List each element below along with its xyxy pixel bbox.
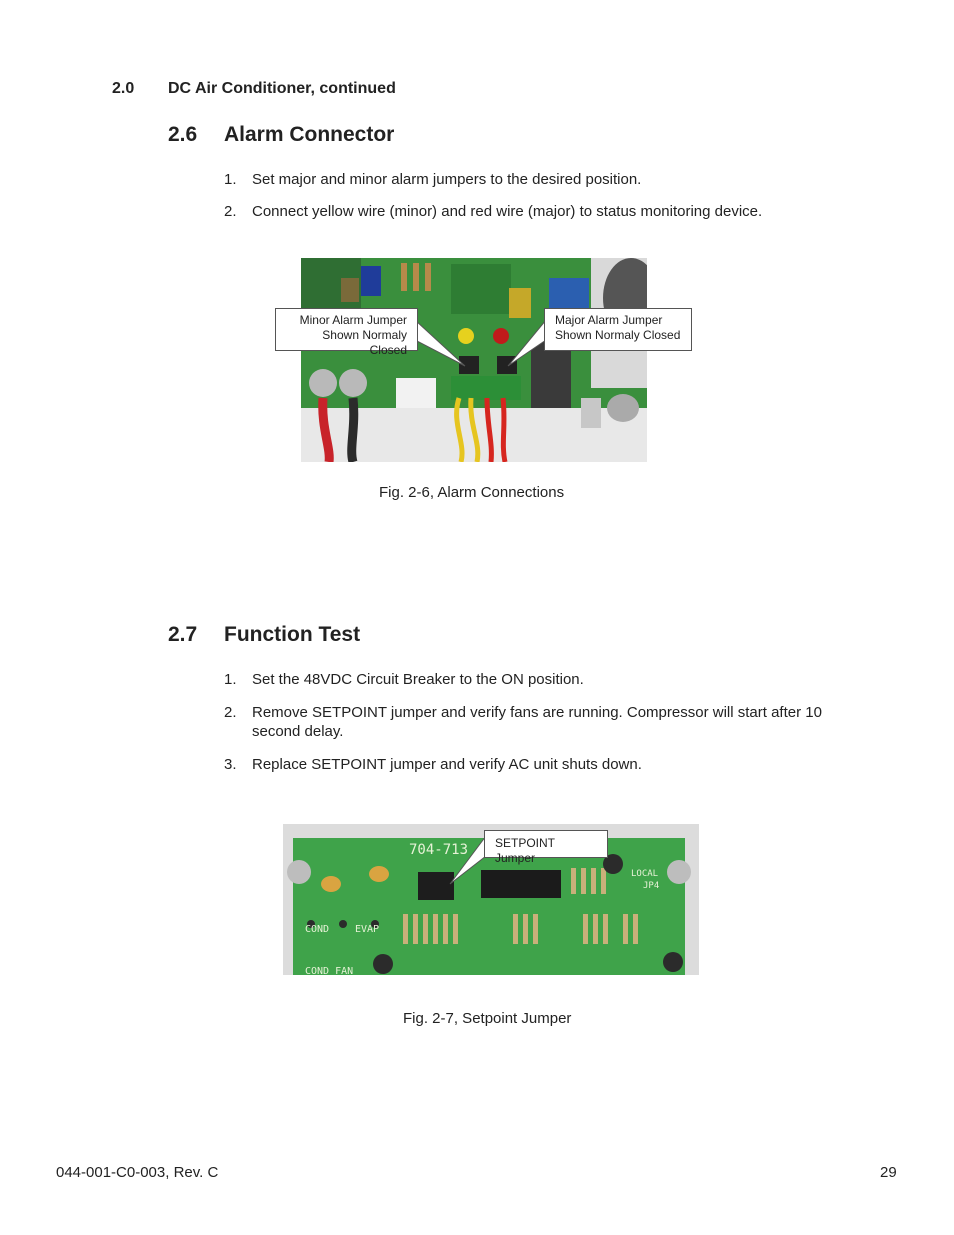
step-item [224, 202, 864, 221]
callout-line: Major Alarm Jumper [555, 313, 663, 327]
callout-line: SETPOINT Jumper [495, 836, 555, 865]
board-label: COND FAN [305, 966, 354, 975]
callout-line: Shown Normaly Closed [555, 328, 681, 342]
step-item [224, 670, 864, 689]
step-number: 2. [224, 704, 237, 721]
board-label: COND [305, 924, 330, 935]
step-number: 1. [224, 171, 237, 188]
step-text: Replace SETPOINT jumper and verify AC unit shuts down. [252, 756, 642, 773]
running-header [112, 80, 396, 98]
running-header-title: DC Air Conditioner, continued [168, 80, 396, 97]
setpoint-jumper-callout [484, 830, 608, 865]
section-number: 2.6 [168, 123, 198, 146]
running-header-number: 2.0 [112, 80, 135, 97]
section-number: 2.7 [168, 623, 198, 646]
section-title: Function Test [224, 623, 361, 646]
board-label: 704-713 [409, 842, 469, 858]
step-text: Set major and minor alarm jumpers to the desired position. [252, 171, 642, 188]
step-item [224, 170, 864, 189]
figure-caption: Fig. 2-6, Alarm Connections [379, 484, 565, 501]
figure-caption: Fig. 2-7, Setpoint Jumper [403, 1010, 572, 1027]
page-number: 29 [880, 1164, 897, 1181]
board-label: EVAP [355, 924, 380, 935]
section-title: Alarm Connector [224, 123, 395, 146]
section-title-function-test [168, 623, 360, 647]
step-number: 1. [224, 671, 237, 688]
callout-line: Minor Alarm Jumper [299, 313, 407, 327]
step-item [224, 755, 864, 774]
step-text: Connect yellow wire (minor) and red wire (major) to status monitoring device. [252, 203, 763, 220]
step-text: Remove SETPOINT jumper and verify fans are running. Compressor will start after 10 second delay. [252, 704, 822, 740]
section-title-alarm-connector [168, 123, 394, 147]
board-label: JP4 [643, 881, 660, 891]
step-text: Set the 48VDC Circuit Breaker to the ON position. [252, 671, 584, 688]
step-number: 3. [224, 756, 237, 773]
step-number: 2. [224, 203, 237, 220]
board-label: LOCAL [631, 869, 659, 879]
minor-alarm-jumper-callout [275, 308, 418, 357]
major-alarm-jumper-callout [544, 308, 692, 351]
step-item [224, 703, 864, 741]
document-id: 044-001-C0-003, Rev. C [56, 1164, 219, 1181]
callout-line: Shown Normaly Closed [322, 328, 407, 357]
